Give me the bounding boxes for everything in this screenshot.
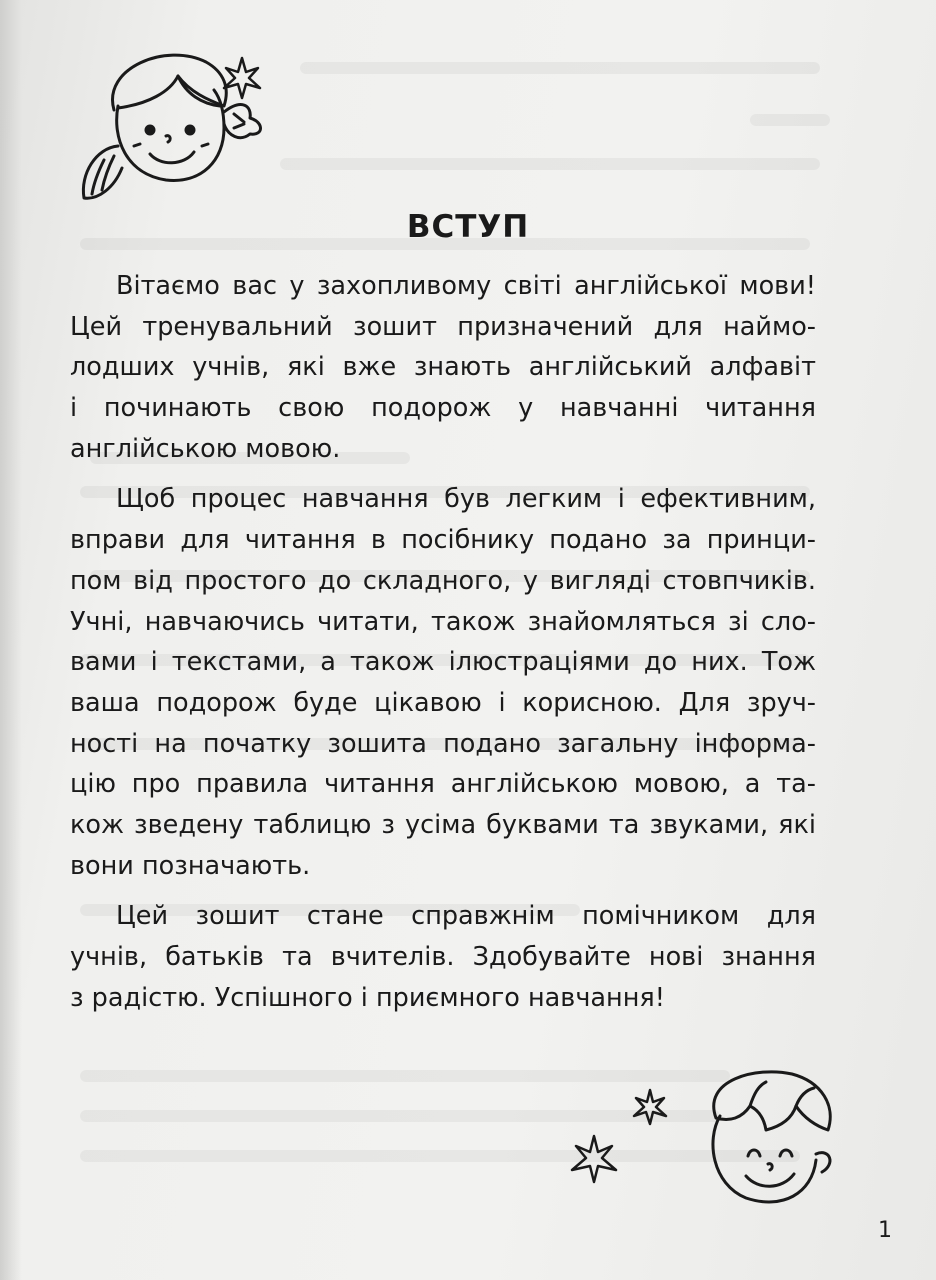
paragraph-3 (70, 896, 816, 1018)
text-line: Цей зошит стане справжнім помічником для (116, 901, 816, 932)
page-spine-shadow (0, 0, 22, 1280)
page-number: 1 (878, 1218, 892, 1243)
text-line: англійською мовою. (70, 433, 341, 464)
text-line: лодших учнів, які вже знають англійський алфавіт (70, 352, 816, 383)
intro-text (70, 266, 816, 1028)
text-line: пом від простого до складного, у вигляді стовпчиків. (70, 565, 816, 596)
text-line: учнів, батьків та вчителів. Здобувайте нові знання (70, 942, 816, 972)
text-line: Щоб процес навчання був легким і ефективним, (116, 484, 816, 515)
page-title: ВСТУП (406, 208, 530, 245)
text-line: вправи для читання в посібнику подано за принци- (70, 525, 816, 556)
text-line: Цей тренувальний зошит призначений для наймо- (70, 311, 816, 342)
text-line: Учні, навчаючись читати, також знайомляться зі сло- (70, 606, 816, 637)
paragraph-2 (70, 479, 816, 886)
paragraph-1 (70, 266, 816, 469)
text-line: вами і текстами, а також ілюстраціями до них. Тож (70, 647, 816, 678)
text-line: ності на початку зошита подано загальну інформа- (70, 728, 816, 759)
girl-face-icon (74, 48, 274, 218)
text-line: кож зведену таблицю з усіма буквами та звуками, які (70, 809, 816, 840)
text-line: з радістю. Успішного і приємного навчання! (70, 982, 665, 1013)
text-line: і починають свою подорож у навчанні читання (70, 393, 816, 424)
text-line: вони позначають. (70, 850, 311, 881)
boy-face-icon (560, 1060, 840, 1220)
text-line: цію про правила читання англійською мовою, а та- (70, 769, 816, 800)
text-line: Вітаємо вас у захопливому світі англійської мови! (116, 271, 816, 301)
text-line: ваша подорож буде цікавою і корисною. Для зруч- (70, 687, 816, 718)
